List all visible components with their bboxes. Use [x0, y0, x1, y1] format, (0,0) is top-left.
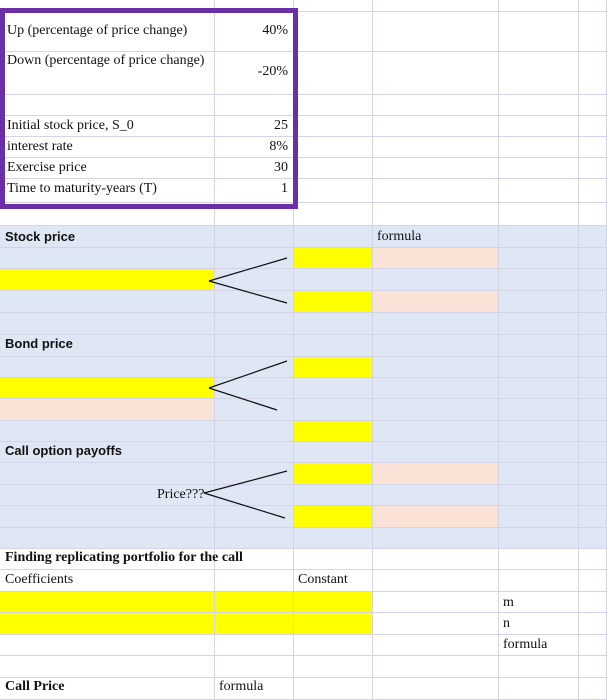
exercise-label: Exercise price [7, 160, 87, 175]
up-value[interactable]: 40% [262, 23, 288, 38]
call-price-formula: formula [219, 679, 264, 694]
s0-label: Initial stock price, S_0 [7, 118, 134, 133]
bond-price-title: Bond price [5, 336, 73, 351]
stock-down-branch [209, 281, 287, 303]
rate-value[interactable]: 8% [269, 139, 288, 154]
call-down-branch [204, 493, 285, 518]
maturity-value[interactable]: 1 [281, 181, 288, 196]
constant-label: Constant [298, 572, 348, 587]
call-payoffs-title: Call option payoffs [5, 443, 122, 458]
up-label: Up (percentage of price change) [7, 23, 188, 38]
exercise-value[interactable]: 30 [274, 160, 288, 175]
maturity-label: Time to maturity-years (T) [7, 181, 157, 196]
call-up-branch [204, 471, 287, 493]
down-value[interactable]: -20% [257, 64, 288, 79]
replicating-formula-label: formula [503, 637, 548, 652]
bond-up-branch [209, 361, 287, 388]
rate-label: interest rate [7, 139, 73, 154]
stock-up-branch [209, 258, 287, 281]
bond-down-branch [209, 388, 277, 410]
call-price-question: Price??? [157, 487, 205, 502]
m-label: m [503, 595, 514, 610]
replicating-title: Finding replicating portfolio for the call [5, 550, 243, 565]
n-label: n [503, 616, 510, 631]
call-price-label: Call Price [5, 679, 65, 694]
down-label: Down (percentage of price change) [7, 53, 205, 68]
coefficients-label: Coefficients [5, 572, 74, 587]
stock-price-title: Stock price [5, 229, 76, 244]
s0-value[interactable]: 25 [274, 118, 288, 133]
stock-formula-label: formula [377, 229, 422, 244]
